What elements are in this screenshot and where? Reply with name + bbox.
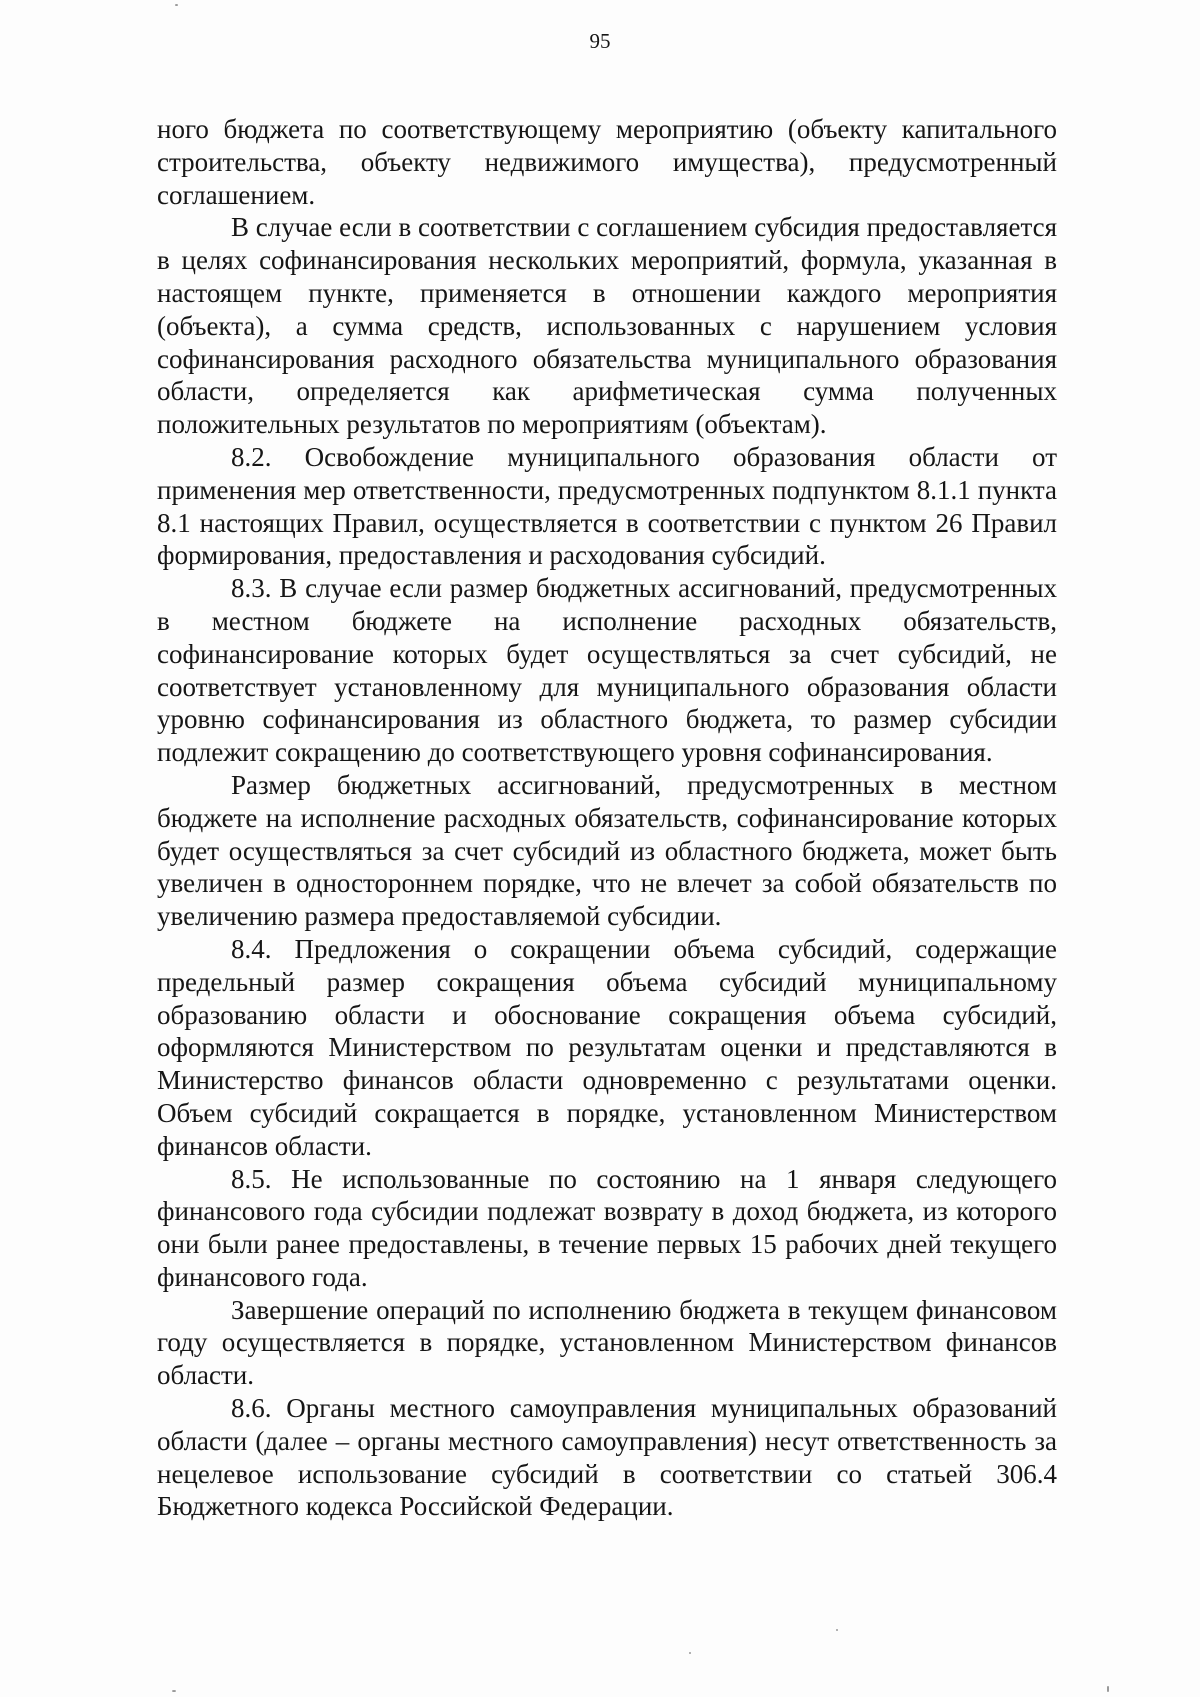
paragraph-multiple-measures: В случае если в соответствии с соглашением субсидия предоставляется в целях софинансирования нескольких мероприятий, формула, указанная в настоящем пункте, применяется в отношении каждого мероприятия (объекта), а сумма средств, использованных с нарушением условия софинансирования расходного обязательства муниципального образования области, определяется как арифметическая сумма полученных положительных результатов по мероприятиям (объектам). <box>157 212 1057 440</box>
scan-speck <box>689 1652 691 1654</box>
paragraph-continuation: ного бюджета по соответствующему мероприятию (объекту капитального строительства, объекту недвижимого имущества), предусмотренный соглашением. <box>157 114 1057 210</box>
document-body <box>157 113 1057 1523</box>
scan-speck <box>1107 1686 1109 1692</box>
paragraph-8-4: 8.4. Предложения о сокращении объема субсидий, содержащие предельный размер сокращения объема субсидий муниципальному образованию области и обоснование сокращения объема субсидий, оформляются Министерством по результатам оценки и представляются в Министерство финансов области одновременно с результатами оценки. Объем субсидий сокращается в порядке, установленном Министерством финансов области. <box>157 933 1057 1161</box>
paragraph-8-5: 8.5. Не использованные по состоянию на 1 января следующего финансового года субсидии подлежат возврату в доход бюджета, из которого они были ранее предоставлены, в течение первых 15 рабочих дней текущего финансового года. <box>157 1163 1057 1292</box>
scan-speck <box>172 1690 176 1692</box>
paragraph-8-6: 8.6. Органы местного самоуправления муниципальных образований области (далее – органы местного самоуправления) несут ответственность за нецелевое использование субсидий в соответствии со статьей 306.4 Бюджетного кодекса Российской Федерации. <box>157 1393 1057 1522</box>
paragraph-8-3: 8.3. В случае если размер бюджетных ассигнований, предусмотренных в местном бюджете на исполнение расходных обязательств, софинансирование которых будет осуществляться за счет субсидий, не соответствует установленному для муниципального образования области уровню софинансирования из областного бюджета, то размер субсидии подлежит сокращению до соответствующего уровня софинансирования. <box>157 573 1057 768</box>
paragraph-8-2: 8.2. Освобождение муниципального образования области от применения мер ответственности, предусмотренных подпунктом 8.1.1 пункта 8.1 настоящих Правил, осуществляется в соответствии с пунктом 26 Правил формирования, предоставления и расходования субсидий. <box>157 441 1057 571</box>
paragraph-budget-completion: Завершение операций по исполнению бюджета в текущем финансовом году осуществляется в порядке, установленном Министерством финансов области. <box>157 1294 1057 1391</box>
page-number: 95 <box>589 29 611 53</box>
scan-speck <box>836 1629 838 1631</box>
scan-speck <box>175 4 178 6</box>
paragraph-budget-allocations: Размер бюджетных ассигнований, предусмотренных в местном бюджете на исполнение расходных обязательств, софинансирование которых будет осуществляться за счет субсидий из областного бюджета, может быть увеличен в одностороннем порядке, что не влечет за собой обязательств по увеличению размера предоставляемой субсидии. <box>157 769 1057 932</box>
